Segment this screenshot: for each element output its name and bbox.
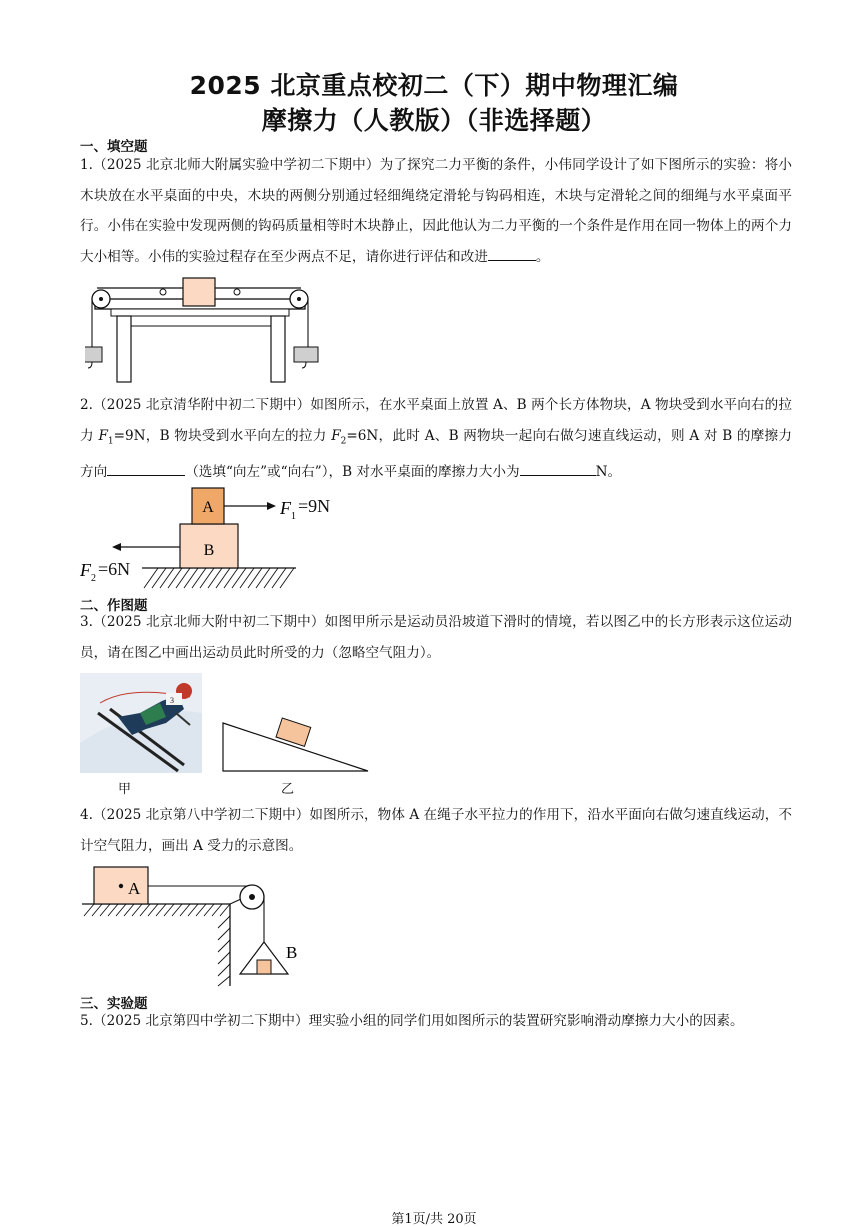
f1-sub: 1 <box>291 511 296 522</box>
f2-label: F <box>80 560 91 580</box>
f2-sub: 2 <box>91 573 96 584</box>
answer-blank <box>107 461 185 476</box>
f2-value: =6N <box>98 559 131 579</box>
block-b-label: B <box>286 943 298 962</box>
question-5-text: 5.（2025 北京第四中学初二下期中）理实验小组的同学们用如图所示的装置研究影响滑动摩擦力大小的因素。 <box>80 1013 744 1029</box>
question-2-text-d: （选填“向左”或“向右”），B 对水平桌面的摩擦力大小为 <box>185 463 520 480</box>
question-4-text: 4.（2025 北京第八中学初二下期中）如图所示，物体 A 在绳子水平拉力的作用下，沿水平面向右做匀速直线运动，不计空气阻力，画出 A 受力的示意图。 <box>80 807 792 854</box>
figure-incline <box>220 717 372 773</box>
table-leg-left <box>117 316 131 382</box>
caption-yi: 乙 <box>281 782 295 797</box>
answer-blank <box>488 246 536 261</box>
caption-jia: 甲 <box>118 782 132 797</box>
f1-value: =9N <box>298 496 331 516</box>
figure-pulley-system <box>80 864 310 988</box>
question-5 <box>80 1006 792 1037</box>
svg-text:3: 3 <box>170 696 174 705</box>
block-a-label: A <box>202 499 214 516</box>
answer-blank <box>520 461 596 476</box>
question-1-text: 1.（2025 北京北师大附属实验中学初二下期中）为了探究二力平衡的条件，小伟同学设计了如下图所示的实验：将小木块放在水平桌面的中央，木块的两侧分别通过轻细绳绕定滑轮与钩码相连，木块与定滑轮之间的细绳与水平桌面平行。小伟在实验中发现两侧的钩码质量相等时木块静止，因此他认为二力平衡的一个条件是作用在同一物体上的两个力大小相等。小伟的实验过程存在至少两点不足，请你进行评估和改进 <box>80 157 792 265</box>
wood-block <box>183 278 215 306</box>
question-2-text-c: =6N，此时 A、B 两物块一起向右做匀速直线运动，则 A 对 B 的摩擦力方向 <box>80 427 792 480</box>
force-f1-symbol: F <box>98 427 108 444</box>
question-2-text-b: =9N，B 物块受到水平向左的拉力 <box>113 427 332 444</box>
force-f2-symbol: F <box>331 427 341 444</box>
f1-label: F <box>280 498 291 518</box>
figure-balance-apparatus <box>85 274 325 386</box>
block-b-label: B <box>203 542 215 559</box>
question-2-text-a: 2.（2025 北京清华附中初二下期中）如图所示，在水平桌面上放置 A、B 两个长方体物块，A 物块受到水平向右的拉力 <box>80 397 792 444</box>
figure-skier-photo <box>80 673 202 773</box>
question-2-text-e: N。 <box>595 463 622 480</box>
page-title-line2: 摩擦力（人教版）（非选择题） <box>261 106 607 135</box>
hook-weight-right <box>294 347 318 362</box>
force-f2-sub: 2 <box>340 436 347 447</box>
force-f1-sub: 1 <box>107 436 114 447</box>
question-1 <box>80 150 792 272</box>
section-fill-in: 一、填空题 <box>80 139 148 155</box>
question-3 <box>80 607 792 668</box>
section-experiment: 三、实验题 <box>80 996 148 1012</box>
hook-weight-left <box>85 347 102 362</box>
block-a-label: A <box>128 879 141 898</box>
page-footer: 第1页/共 20页 <box>391 1212 477 1227</box>
question-2 <box>80 390 792 487</box>
block-b <box>257 960 271 974</box>
page-title-line1: 2025 北京重点校初二（下）期中物理汇编 <box>189 71 679 100</box>
question-3-text: 3.（2025 北京北师大附中初二下期中）如图甲所示是运动员沿坡道下滑时的情境，若以图乙中的长方形表示这位运动员，请在图乙中画出运动员此时所受的力（忽略空气阻力）。 <box>80 614 792 661</box>
question-1-end: 。 <box>535 248 550 265</box>
question-4 <box>80 800 792 861</box>
table-leg-right <box>271 316 285 382</box>
section-drawing: 二、作图题 <box>80 598 148 614</box>
